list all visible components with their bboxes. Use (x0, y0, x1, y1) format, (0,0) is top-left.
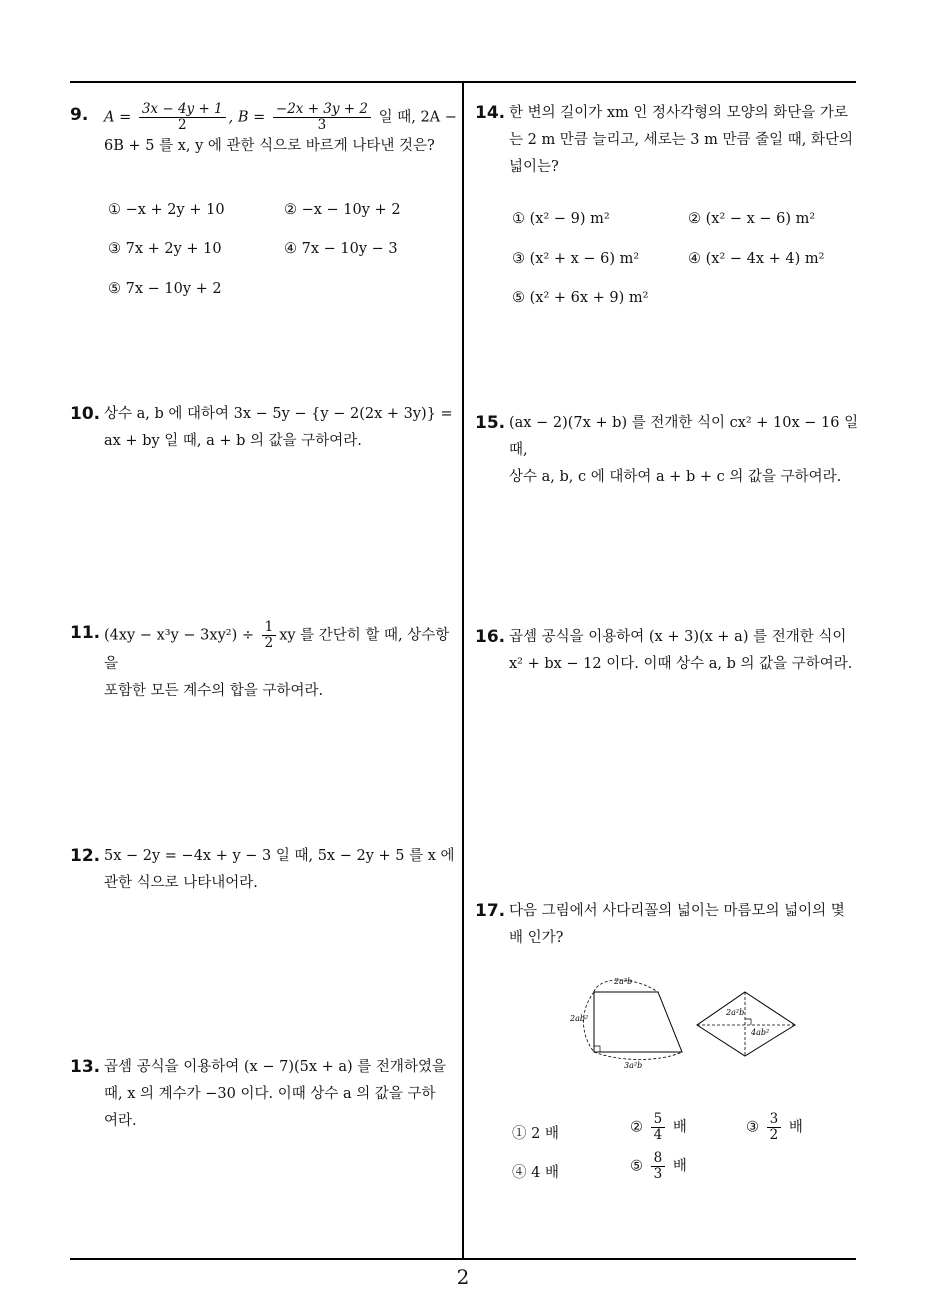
choice-3[interactable]: ③ $\frac{3}{2}$ 배 (746, 1111, 803, 1143)
choice-2[interactable]: ② $\frac{5}{4}$ 배 (630, 1111, 687, 1143)
question-10 (70, 401, 458, 455)
question-number: 10. (70, 404, 101, 424)
answer-choices (512, 1112, 852, 1192)
question-number: 17. (475, 901, 506, 921)
question-9 (70, 102, 458, 160)
question-12 (70, 843, 458, 897)
trapezoid-left-label: 2ab² (570, 1014, 589, 1023)
trapezoid-rhombus-figure (560, 970, 805, 1075)
choice-5[interactable]: ⑤ $\frac{8}{3}$ 배 (630, 1150, 687, 1182)
fraction: $\frac{5}{4}$ (651, 1112, 666, 1143)
question-16 (475, 624, 860, 678)
question-text: 다음 그림에서 사다리꼴의 넓이는 마름모의 넓이의 몇 배 인가? (509, 903, 845, 946)
choice-1[interactable]: ① (x² − 9) m² (512, 211, 610, 227)
question-text: 한 변의 길이가 xm 인 정사각형의 모양의 화단을 가로 는 2 m 만큼 늘리고, 세로는 3 m 만큼 줄일 때, 화단의 넓이는? (509, 105, 853, 175)
rhombus-height-label: 2a²b (726, 1008, 745, 1017)
question-17 (475, 898, 860, 952)
choice-5[interactable]: ⑤ 7x − 10y + 2 (108, 281, 222, 297)
rhombus (697, 992, 795, 1056)
choice-4[interactable]: ④ 4 배 (512, 1165, 559, 1181)
question-text: (ax − 2)(7x + b) 를 전개한 식이 cx² + 10x − 16 일 때, 상수 a, b, c 에 대하여 a + b + c 의 값을 구하여라. (509, 415, 859, 485)
fraction: $\frac{-2x + 3y + 2}{3}$ (273, 102, 371, 133)
question-text: 5x − 2y = −4x + y − 3 일 때, 5x − 2y + 5 를 x 에 관한 식으로 나타내어라. (104, 848, 455, 891)
question-number: 16. (475, 627, 506, 647)
fraction: $\frac{3x - 4y + 1}{2}$ (139, 102, 226, 133)
question-number: 15. (475, 413, 506, 433)
page-number: 2 (456, 1265, 470, 1289)
question-text: 곱셈 공식을 이용하여 (x + 3)(x + a) 를 전개한 식이 x² + bx − 12 이다. 이때 상수 a, b 의 값을 구하여라. (509, 629, 853, 672)
question-number: 12. (70, 846, 101, 866)
rhombus-width-label: 4ab² (751, 1028, 770, 1037)
question-number: 11. (70, 623, 101, 643)
choice-3[interactable]: ③ 7x + 2y + 10 (108, 241, 222, 257)
choice-3[interactable]: ③ (x² + x − 6) m² (512, 251, 640, 267)
question-11 (70, 620, 458, 705)
choice-4[interactable]: ④ (x² − 4x + 4) m² (688, 251, 825, 267)
question-14 (475, 100, 860, 181)
fraction: $\frac{1}{2}$ (262, 620, 277, 651)
trapezoid-top-label: 2a²b (614, 977, 633, 986)
choice-1[interactable]: ① 2 배 (512, 1126, 559, 1142)
choice-4[interactable]: ④ 7x − 10y − 3 (284, 241, 398, 257)
question-text: A = $\frac{3x - 4y + 1}{2}$ , B = $\frac{-2x + 3y + 2}{3}$ 일 때, 2A − 6B + 5 를 x, y 에 관한 식으로 바르게 나타낸 것은? (104, 101, 457, 154)
column-divider (462, 81, 464, 1260)
fraction: $\frac{8}{3}$ (651, 1151, 666, 1182)
choice-1[interactable]: ① −x + 2y + 10 (108, 202, 225, 218)
question-number: 9. (70, 105, 89, 125)
question-number: 14. (475, 103, 506, 123)
choice-2[interactable]: ② −x − 10y + 2 (284, 202, 401, 218)
question-15 (475, 410, 860, 491)
fraction: $\frac{3}{2}$ (767, 1112, 782, 1143)
trapezoid (569, 977, 682, 1070)
question-text: 곱셈 공식을 이용하여 (x − 7)(5x + a) 를 전개하였을 때, x 의 계수가 −30 이다. 이때 상수 a 의 값을 구하 여라. (104, 1059, 446, 1129)
question-number: 13. (70, 1057, 101, 1077)
trapezoid-bottom-label: 3a²b (624, 1061, 643, 1070)
question-text: (4xy − x³y − 3xy²) ÷ $\frac{1}{2}$ xy 를 간단히 할 때, 상수항을 포함한 모든 계수의 합을 구하여라. (104, 619, 450, 699)
bottom-rule (70, 1258, 856, 1260)
choice-5[interactable]: ⑤ (x² + 6x + 9) m² (512, 290, 649, 306)
question-13 (70, 1054, 458, 1135)
question-text: 상수 a, b 에 대하여 3x − 5y − {y − 2(2x + 3y)} = ax + by 일 때, a + b 의 값을 구하여라. (104, 406, 453, 449)
choice-2[interactable]: ② (x² − x − 6) m² (688, 211, 816, 227)
